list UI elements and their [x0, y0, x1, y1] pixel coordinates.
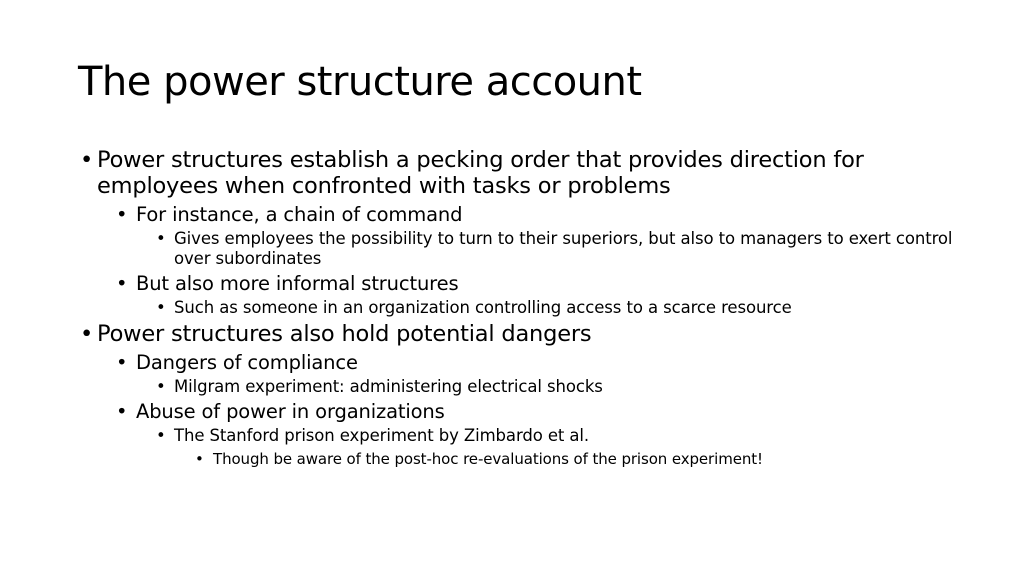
- bullet-text: For instance, a chain of command: [136, 203, 463, 226]
- bullet-text: The Stanford prison experiment by Zimbardo et al.: [174, 426, 590, 445]
- bullet-list: [78, 147, 964, 469]
- bullet-item-level-3: [78, 229, 964, 269]
- bullet-text: Power structures establish a pecking order that provides direction for employees when confronted with tasks or problems: [97, 147, 864, 199]
- bullet-icon: •: [116, 203, 128, 226]
- bullet-icon: •: [116, 351, 128, 374]
- bullet-item-level-2: [78, 272, 964, 296]
- bullet-item-level-3: [78, 377, 964, 397]
- bullet-item-level-1: [78, 321, 964, 347]
- bullet-text: But also more informal structures: [136, 272, 459, 295]
- bullet-text: Dangers of compliance: [136, 351, 358, 374]
- bullet-icon: •: [116, 272, 128, 295]
- bullet-text: Abuse of power in organizations: [136, 400, 445, 423]
- bullet-item-level-2: [78, 203, 964, 227]
- bullet-text: Milgram experiment: administering electrical shocks: [174, 377, 603, 396]
- bullet-item-level-3: [78, 426, 964, 446]
- bullet-text: Though be aware of the post-hoc re-evaluations of the prison experiment!: [213, 450, 763, 468]
- bullet-text: Gives employees the possibility to turn to their superiors, but also to managers to exert control over subordinates: [174, 229, 953, 268]
- bullet-icon: •: [80, 147, 94, 173]
- bullet-icon: •: [116, 400, 128, 423]
- bullet-icon: •: [156, 229, 166, 248]
- bullet-text: Power structures also hold potential dangers: [97, 321, 592, 347]
- bullet-item-level-3: [78, 298, 964, 318]
- bullet-icon: •: [80, 321, 94, 347]
- bullet-icon: •: [195, 450, 204, 468]
- bullet-item-level-2: [78, 400, 964, 424]
- bullet-item-level-2: [78, 351, 964, 375]
- bullet-text: Such as someone in an organization controlling access to a scarce resource: [174, 298, 792, 317]
- bullet-item-level-4: [78, 449, 964, 469]
- slide-title: The power structure account: [78, 59, 642, 105]
- bullet-icon: •: [156, 426, 166, 445]
- bullet-icon: •: [156, 298, 166, 317]
- bullet-item-level-1: [78, 147, 964, 199]
- bullet-icon: •: [156, 377, 166, 396]
